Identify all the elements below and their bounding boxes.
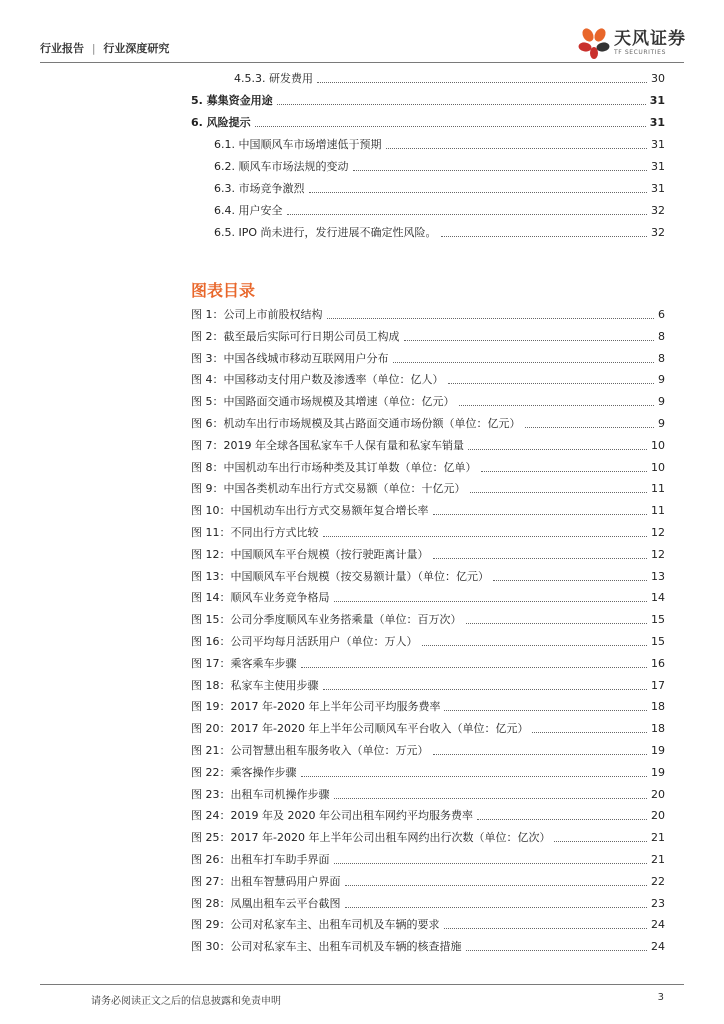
toc-leader-dots <box>301 776 648 777</box>
toc-entry-page: 32 <box>651 204 665 217</box>
toc-entry[interactable] <box>191 829 665 845</box>
toc-entry-page: 31 <box>651 160 665 173</box>
toc-entry-label: 图 26：出租车打车助手界面 <box>191 853 330 866</box>
toc-leader-dots <box>481 471 648 472</box>
toc-entry-label: 图 4：中国移动支付用户数及渗透率（单位：亿人） <box>191 373 444 387</box>
toc-leader-dots <box>470 492 648 493</box>
toc-entry-label: 图 18：私家车主使用步骤 <box>191 678 319 692</box>
toc-leader-dots <box>532 732 647 733</box>
toc-entry-page: 13 <box>651 569 665 583</box>
toc-entry-label: 图 28：凤凰出租车云平台截图 <box>191 896 341 910</box>
toc-entry[interactable] <box>191 698 665 714</box>
toc-entry-label: 6.2. 顺风车市场法规的变动 <box>214 160 349 173</box>
toc-entry[interactable] <box>191 415 665 431</box>
toc-entry-page: 14 <box>651 591 665 605</box>
toc-leader-dots <box>323 536 648 537</box>
toc-leader-dots <box>393 362 655 363</box>
report-header <box>40 40 169 56</box>
toc-entry-page: 32 <box>651 226 665 239</box>
toc-entry-label: 图 11：不同出行方式比较 <box>191 526 319 539</box>
header-divider <box>40 62 684 63</box>
toc-leader-dots <box>309 192 648 193</box>
toc-leader-dots <box>554 841 647 842</box>
toc-entry-page: 6 <box>658 308 665 321</box>
toc-leader-dots <box>255 126 646 127</box>
toc-entry[interactable] <box>191 633 665 649</box>
toc-entry-page: 18 <box>651 722 665 736</box>
toc-leader-dots <box>448 383 655 384</box>
toc-entry-label: 图 16：公司平均每月活跃用户（单位：万人） <box>191 635 418 648</box>
toc-leader-dots <box>345 907 648 908</box>
toc-entry-label: 图 27：出租车智慧码用户界面 <box>191 874 341 888</box>
toc-entry-label: 6.5. IPO 尚未进行，发行进展不确定性风险。 <box>214 226 437 239</box>
toc-entry[interactable] <box>191 371 665 387</box>
toc-leader-dots <box>404 340 655 341</box>
toc-entry-page: 9 <box>658 395 665 409</box>
toc-entry[interactable] <box>191 568 665 584</box>
toc-entry[interactable] <box>191 114 665 130</box>
toc-entry-label: 4.5.3. 研发费用 <box>234 72 313 85</box>
toc-entry[interactable] <box>191 851 665 867</box>
toc-entry[interactable] <box>191 459 665 475</box>
toc-leader-dots <box>433 514 648 515</box>
toc-leader-dots <box>277 104 646 105</box>
toc-entry[interactable] <box>214 136 665 152</box>
toc-entry-label: 5. 募集资金用途 <box>191 94 273 107</box>
toc-entry-page: 21 <box>651 853 665 866</box>
toc-entry[interactable] <box>191 655 665 671</box>
toc-entry-label: 图 1：公司上市前股权结构 <box>191 308 323 321</box>
toc-entry[interactable] <box>191 742 665 758</box>
toc-leader-dots <box>477 819 647 820</box>
toc-leader-dots <box>334 863 648 864</box>
toc-entry[interactable] <box>214 180 665 196</box>
toc-entry-label: 图 3：中国各线城市移动互联网用户分布 <box>191 351 389 365</box>
toc-leader-dots <box>433 754 648 755</box>
toc-entry[interactable] <box>191 807 665 823</box>
toc-entry-label: 图 29：公司对私家车主、出租车司机及车辆的要求 <box>191 918 440 932</box>
toc-leader-dots <box>327 318 655 319</box>
toc-entry[interactable] <box>191 916 665 932</box>
toc-entry-page: 10 <box>651 438 665 452</box>
toc-entry-page: 15 <box>651 635 665 648</box>
toc-entry-label: 图 22：乘客操作步骤 <box>191 765 297 779</box>
toc-entry[interactable] <box>191 546 665 562</box>
toc-entry-page: 31 <box>651 182 665 195</box>
toc-entry-page: 19 <box>651 744 665 757</box>
page-number: 3 <box>657 992 664 1003</box>
toc-entry-label: 图 2：截至最后实际可行日期公司员工构成 <box>191 329 400 343</box>
toc-entry[interactable] <box>191 611 665 627</box>
toc-entry-page: 9 <box>658 417 665 430</box>
toc-entry-label: 6.3. 市场竞争激烈 <box>214 182 305 195</box>
toc-entry-label: 图 7：2019 年全球各国私家车千人保有量和私家车销量 <box>191 438 464 452</box>
toc-entry-label: 图 12：中国顺风车平台规模（按行驶距离计量） <box>191 547 429 561</box>
toc-entry[interactable] <box>234 70 665 86</box>
report-category: 行业报告 <box>40 42 84 55</box>
company-logo <box>577 26 686 60</box>
toc-entry-page: 18 <box>651 700 665 714</box>
toc-entry-label: 图 13：中国顺风车平台规模（按交易额计量）（单位：亿元） <box>191 569 489 583</box>
toc-entry-label: 图 15：公司分季度顺风车业务搭乘量（单位：百万次） <box>191 613 462 627</box>
toc-entry-label: 图 6：机动车出行市场规模及其占路面交通市场份额（单位：亿元） <box>191 417 521 430</box>
toc-entry[interactable] <box>191 764 665 780</box>
footer-divider <box>40 984 684 985</box>
toc-entry[interactable] <box>191 393 665 409</box>
header-separator: | <box>91 42 96 55</box>
toc-entry-page: 17 <box>651 678 665 692</box>
toc-entry[interactable] <box>191 786 665 802</box>
toc-entry-label: 图 19：2017 年-2020 年上半年公司平均服务费率 <box>191 700 441 714</box>
toc-entry[interactable] <box>214 202 665 218</box>
toc-entry-page: 19 <box>651 765 665 779</box>
toc-entry[interactable] <box>191 480 665 496</box>
toc-entry-page: 31 <box>649 116 665 129</box>
toc-entry-page: 30 <box>651 72 665 85</box>
toc-leader-dots <box>466 623 648 624</box>
toc-entry-page: 20 <box>651 809 665 823</box>
toc-entry-label: 图 25：2017 年-2020 年上半年公司出租车网约出行次数（单位：亿次） <box>191 831 551 845</box>
toc-leader-dots <box>287 214 648 215</box>
toc-entry-label: 图 23：出租车司机操作步骤 <box>191 787 330 801</box>
toc-entry[interactable] <box>191 938 665 954</box>
toc-leader-dots <box>493 580 647 581</box>
toc-leader-dots <box>525 427 655 428</box>
toc-entry[interactable] <box>191 895 665 911</box>
toc-entry-label: 图 14：顺风车业务竞争格局 <box>191 591 330 605</box>
toc-entry-page: 20 <box>651 787 665 801</box>
toc-entry-label: 图 21：公司智慧出租车服务收入（单位：万元） <box>191 744 429 757</box>
toc-leader-dots <box>386 148 648 149</box>
toc-entry-page: 8 <box>658 351 665 365</box>
toc-entry-label: 图 8：中国机动车出行市场种类及其订单数（单位：亿单） <box>191 460 477 474</box>
toc-entry[interactable] <box>191 92 665 108</box>
toc-leader-dots <box>323 689 648 690</box>
toc-leader-dots <box>433 558 648 559</box>
toc-entry[interactable] <box>191 873 665 889</box>
figures-section-title: 图表目录 <box>191 281 256 300</box>
toc-entry-page: 8 <box>658 329 665 343</box>
toc-entry[interactable] <box>214 158 665 174</box>
toc-entry[interactable] <box>191 437 665 453</box>
toc-entry-page: 22 <box>651 874 665 888</box>
toc-entry-page: 15 <box>651 613 665 627</box>
toc-entry-page: 12 <box>651 526 665 539</box>
toc-entry-page: 21 <box>651 831 665 845</box>
toc-entry-page: 24 <box>651 918 665 932</box>
toc-entry[interactable] <box>191 306 665 322</box>
toc-entry[interactable] <box>191 502 665 518</box>
toc-entry-label: 6. 风险提示 <box>191 116 251 129</box>
footer-disclaimer: 请务必阅读正文之后的信息披露和免责申明 <box>91 996 281 1007</box>
toc-entry-page: 9 <box>658 373 665 387</box>
report-subcategory: 行业深度研究 <box>103 42 170 55</box>
toc-entry-page: 11 <box>651 482 665 496</box>
toc-leader-dots <box>317 82 647 83</box>
logo-flower-icon <box>577 26 611 60</box>
toc-entry-page: 12 <box>651 547 665 561</box>
toc-entry-page: 10 <box>651 460 665 474</box>
toc-leader-dots <box>353 170 648 171</box>
toc-entry-label: 6.1. 中国顺风车市场增速低于预期 <box>214 138 382 151</box>
toc-leader-dots <box>422 645 648 646</box>
toc-entry[interactable] <box>191 589 665 605</box>
toc-entry[interactable] <box>191 720 665 736</box>
logo-subtitle: TF SECURITIES <box>614 49 666 56</box>
toc-entry-page: 24 <box>651 940 665 954</box>
toc-entry[interactable] <box>191 677 665 693</box>
toc-entry-label: 图 20：2017 年-2020 年上半年公司顺风车平台收入（单位：亿元） <box>191 722 529 736</box>
toc-entry-label: 6.4. 用户安全 <box>214 204 283 217</box>
toc-entry-label: 图 30：公司对私家车主、出租车司机及车辆的核查措施 <box>191 940 462 954</box>
toc-leader-dots <box>444 710 647 711</box>
toc-leader-dots <box>334 798 648 799</box>
logo-name: 天风证券 <box>614 29 686 49</box>
toc-entry-label: 图 17：乘客乘车步骤 <box>191 656 297 670</box>
toc-entry[interactable] <box>214 224 665 240</box>
toc-leader-dots <box>444 928 648 929</box>
toc-entry-page: 31 <box>649 94 665 107</box>
toc-leader-dots <box>301 667 648 668</box>
toc-leader-dots <box>468 449 647 450</box>
toc-entry[interactable] <box>191 328 665 344</box>
toc-entry-label: 图 5：中国路面交通市场规模及其增速（单位：亿元） <box>191 395 455 409</box>
toc-entry-page: 31 <box>651 138 665 151</box>
toc-entry-label: 图 9：中国各类机动车出行方式交易额（单位：十亿元） <box>191 482 466 496</box>
toc-leader-dots <box>334 601 648 602</box>
toc-entry[interactable] <box>191 524 665 540</box>
toc-leader-dots <box>441 236 647 237</box>
toc-entry-page: 11 <box>651 504 665 518</box>
toc-leader-dots <box>345 885 648 886</box>
toc-entry-page: 16 <box>651 656 665 670</box>
toc-entry-label: 图 24：2019 年及 2020 年公司出租车网约平均服务费率 <box>191 809 473 823</box>
toc-entry-label: 图 10：中国机动车出行方式交易额年复合增长率 <box>191 504 429 518</box>
toc-entry-page: 23 <box>651 896 665 910</box>
toc-entry[interactable] <box>191 350 665 366</box>
toc-leader-dots <box>459 405 655 406</box>
toc-leader-dots <box>466 950 648 951</box>
